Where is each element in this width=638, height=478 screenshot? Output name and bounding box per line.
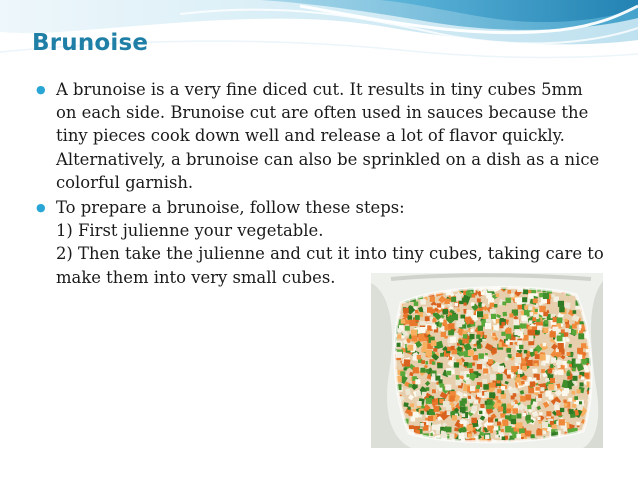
bullet-dot-icon: ● [36, 83, 46, 96]
slide-title: Brunoise [32, 30, 149, 56]
bullet-text: A brunoise is a very fine diced cut. It results in tiny cubes 5mm on each side. Brunoise cut are often used in sauces because the tiny pieces cook down well and release a lot of flavor quickly. Alternatively, a brunoise can also be sprinkled on a dish as a nice colorful garnish. [56, 80, 600, 192]
brunoise-photo [371, 273, 603, 448]
bullet-dot-icon: ● [36, 201, 46, 215]
bullet-text: To prepare a brunoise, follow these steps: 1) First julienne your vegetable. 2) Then take the julienne and cut it into tiny cubes, taking care to make them into very small cubes. [56, 198, 604, 287]
bullet-list [36, 78, 606, 291]
bullet-item [36, 78, 606, 194]
